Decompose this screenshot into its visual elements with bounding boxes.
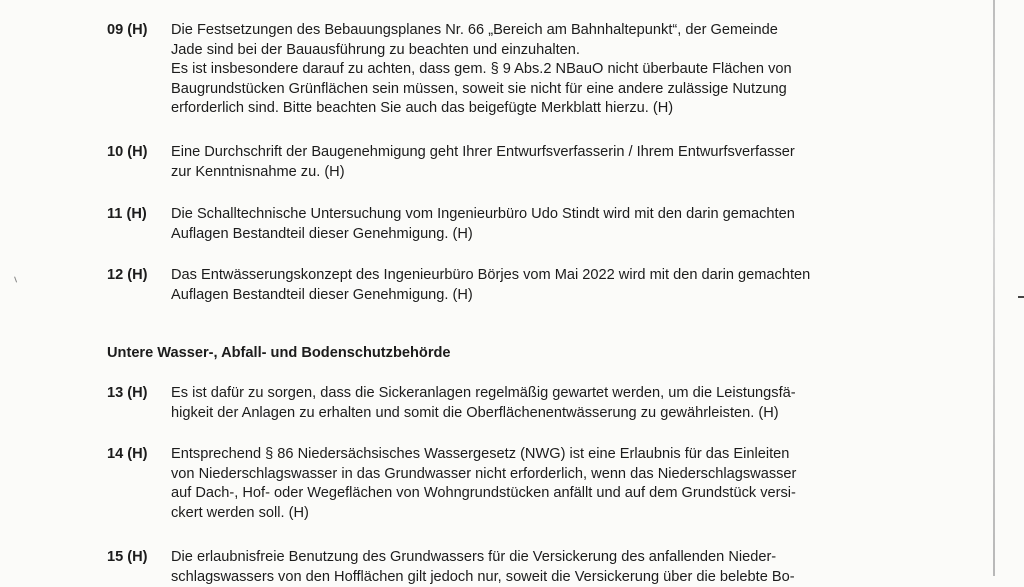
clause-text	[171, 21, 981, 119]
section-heading: Untere Wasser-, Abfall- und Bodenschutzbehörde	[107, 345, 451, 361]
page-edge-shadow	[993, 0, 995, 576]
clause-text	[171, 384, 981, 423]
clause-line: Auflagen Bestandteil dieser Genehmigung. (H)	[171, 286, 473, 303]
clause-line: Baugrundstücken Grünflächen sein müssen, soweit sie nicht für eine andere zulässige Nutzung	[171, 80, 787, 97]
clause-line: Das Entwässerungskonzept des Ingenieurbüro Börjes vom Mai 2022 wird mit den darin gemachten	[171, 267, 811, 283]
clause-line: Die Festsetzungen des Bebauungsplanes Nr. 66 „Bereich am Bahnhaltepunkt“, der Gemeinde	[171, 22, 778, 38]
clause-line: higkeit der Anlagen zu erhalten und somit die Oberflächenentwässerung zu gewährleisten. (H)	[171, 404, 779, 421]
clause-line: ckert werden soll. (H)	[171, 504, 309, 521]
scan-speck	[14, 275, 20, 282]
clause-line: Es ist dafür zu sorgen, dass die Sickeranlagen regelmäßig gewartet werden, um die Leistungsfä-	[171, 385, 796, 401]
clause-text	[171, 445, 981, 523]
clause-line: erforderlich sind. Bitte beachten Sie auch das beigefügte Merkblatt hierzu. (H)	[171, 100, 674, 117]
clause-text	[171, 266, 981, 305]
clause-text	[171, 205, 981, 244]
clause-line: auf Dach-, Hof- oder Wegeflächen von Wohngrundstücken anfällt und auf dem Grundstück versi-	[171, 485, 796, 502]
margin-tick-mark	[1018, 296, 1024, 298]
clause-line: Die erlaubnisfreie Benutzung des Grundwassers für die Versickerung des anfallenden Nieder-	[171, 549, 777, 565]
clause-line: Entsprechend § 86 Niedersächsisches Wassergesetz (NWG) ist eine Erlaubnis für das Einleiten	[171, 446, 790, 462]
clause-line: Eine Durchschrift der Baugenehmigung geht Ihrer Entwurfsverfasserin / Ihrem Entwurfsverfasser	[171, 144, 795, 160]
clause-line: von Niederschlagswasser in das Grundwasser nicht erforderlich, wenn das Niederschlagswasser	[171, 465, 797, 482]
clause-number: 12 (H)	[107, 267, 148, 283]
clause-line: schlagswassers von den Hofflächen gilt jedoch nur, soweit die Versickerung über die belebte Bo-	[171, 568, 795, 585]
clause-text	[171, 143, 981, 182]
clause-number: 15 (H)	[107, 549, 148, 565]
clause-number: 10 (H)	[107, 144, 148, 160]
clause-number: 13 (H)	[107, 385, 148, 401]
clause-text	[171, 548, 981, 587]
clause-line: Es ist insbesondere darauf zu achten, dass gem. § 9 Abs.2 NBauO nicht überbaute Flächen von	[171, 61, 792, 78]
clause-number: 09 (H)	[107, 22, 148, 38]
clause-line: zur Kenntnisnahme zu. (H)	[171, 163, 345, 180]
clause-line: Auflagen Bestandteil dieser Genehmigung. (H)	[171, 225, 473, 242]
clause-line: Die Schalltechnische Untersuchung vom Ingenieurbüro Udo Stindt wird mit den darin gemachten	[171, 206, 795, 222]
clause-number: 14 (H)	[107, 446, 148, 462]
clause-line: Jade sind bei der Bauausführung zu beachten und einzuhalten.	[171, 41, 580, 58]
clause-number: 11 (H)	[107, 206, 147, 222]
